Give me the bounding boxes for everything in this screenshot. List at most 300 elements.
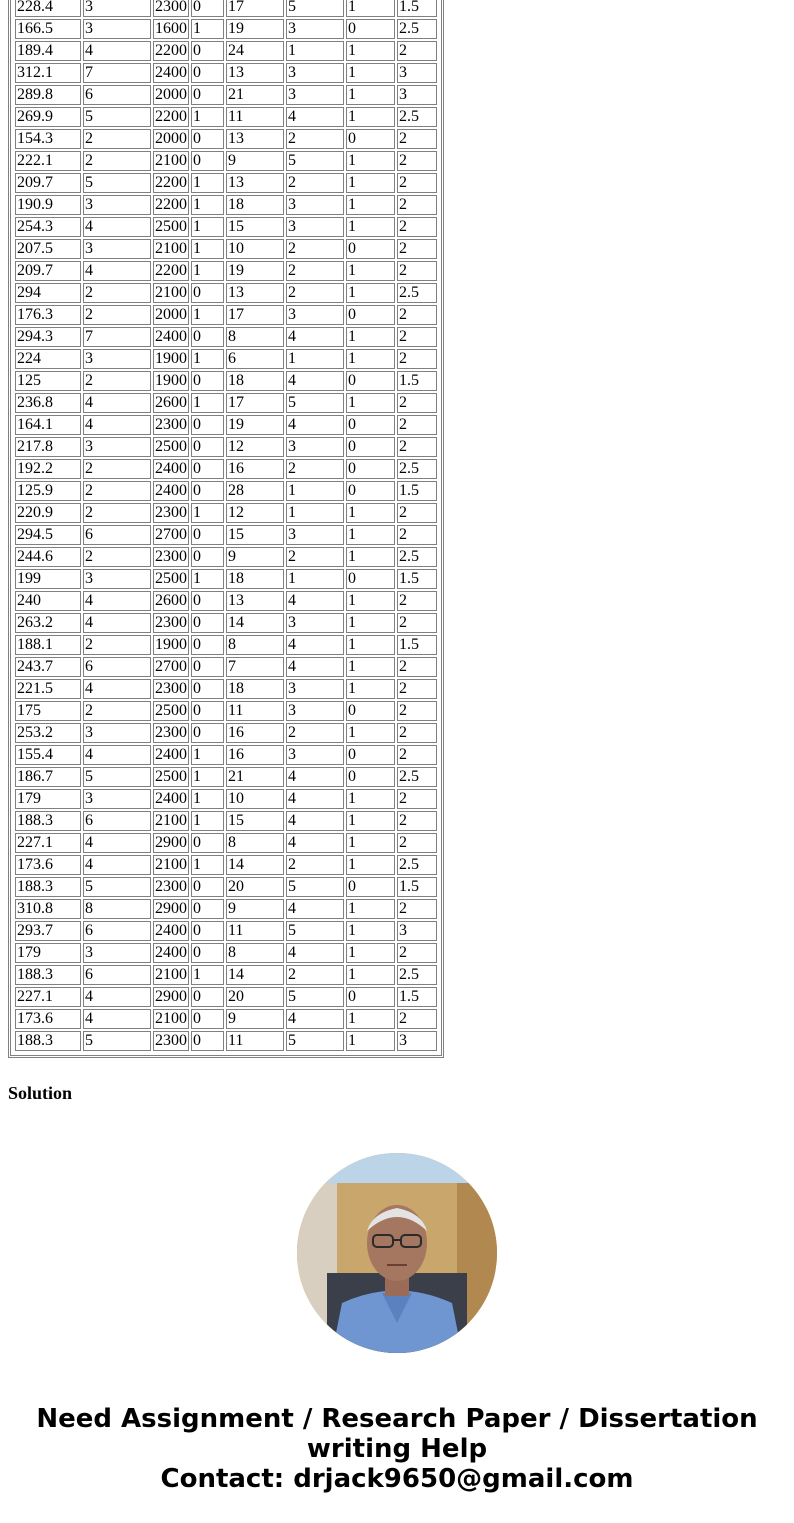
table-cell: 1900 bbox=[155, 350, 187, 367]
table-cell: 1 bbox=[346, 151, 395, 171]
table-cell: 1 bbox=[191, 173, 224, 193]
table-cell: 3 bbox=[286, 437, 344, 457]
table-cell: 0 bbox=[191, 657, 224, 677]
table-cell: 1 bbox=[286, 41, 344, 61]
table-cell: 3 bbox=[83, 723, 151, 743]
table-cell: 0 bbox=[191, 1031, 224, 1051]
table-cell: 1 bbox=[346, 63, 395, 83]
table-cell: 15 bbox=[226, 811, 284, 831]
table-cell: 2300 bbox=[155, 878, 187, 895]
table-cell: 14 bbox=[226, 613, 284, 633]
table-cell: 0 bbox=[346, 767, 395, 787]
table-row bbox=[15, 85, 437, 105]
table-row bbox=[15, 19, 437, 39]
table-cell: 1 bbox=[191, 811, 224, 831]
table-cell: 5 bbox=[286, 393, 344, 413]
table-cell: 3 bbox=[286, 63, 344, 83]
table-cell: 192.2 bbox=[15, 459, 81, 479]
table-cell: 1 bbox=[346, 525, 395, 545]
table-cell: 13 bbox=[226, 591, 284, 611]
table-row bbox=[15, 305, 437, 325]
table-cell: 173.6 bbox=[15, 1009, 81, 1029]
table-cell: 4 bbox=[286, 657, 344, 677]
table-cell: 3 bbox=[83, 943, 151, 963]
table-cell: 1 bbox=[191, 107, 224, 127]
table-cell: 2100 bbox=[155, 284, 187, 301]
table-cell: 2300 bbox=[155, 614, 187, 631]
table-cell: 15 bbox=[226, 525, 284, 545]
table-cell: 1 bbox=[346, 1031, 395, 1051]
table-cell: 2200 bbox=[155, 108, 187, 125]
table-row bbox=[15, 569, 437, 589]
table-cell: 1 bbox=[191, 349, 224, 369]
table-cell: 5 bbox=[83, 767, 151, 787]
table-cell: 2500 bbox=[155, 768, 187, 785]
table-row bbox=[15, 1031, 437, 1051]
table-row bbox=[15, 525, 437, 545]
table-cell: 4 bbox=[83, 217, 151, 237]
table-cell: 5 bbox=[83, 877, 151, 897]
table-cell: 0 bbox=[191, 327, 224, 347]
table-cell: 269.9 bbox=[15, 107, 81, 127]
table-body bbox=[15, 0, 437, 1051]
table-cell: 2 bbox=[286, 261, 344, 281]
table-cell: 0 bbox=[346, 129, 395, 149]
table-cell: 2500 bbox=[155, 438, 187, 455]
table-cell: 0 bbox=[346, 19, 395, 39]
table-cell: 5 bbox=[286, 921, 344, 941]
table-cell: 18 bbox=[226, 195, 284, 215]
table-cell: 11 bbox=[226, 107, 284, 127]
table-cell: 3 bbox=[286, 217, 344, 237]
table-row bbox=[15, 327, 437, 347]
table-cell: 4 bbox=[286, 789, 344, 809]
table-row bbox=[15, 657, 437, 677]
table-cell: 5 bbox=[83, 173, 151, 193]
table-cell: 24 bbox=[226, 41, 284, 61]
table-row bbox=[15, 943, 437, 963]
table-cell: 1 bbox=[346, 503, 395, 523]
table-row bbox=[15, 415, 437, 435]
table-cell: 12 bbox=[226, 437, 284, 457]
table-cell: 5 bbox=[83, 1031, 151, 1051]
table-cell: 1 bbox=[191, 217, 224, 237]
table-row bbox=[15, 987, 437, 1007]
table-row bbox=[15, 129, 437, 149]
table-cell: 1 bbox=[346, 635, 395, 655]
table-row bbox=[15, 899, 437, 919]
table-cell: 2.5 bbox=[397, 767, 437, 787]
table-cell: 1 bbox=[191, 19, 224, 39]
table-cell: 0 bbox=[346, 877, 395, 897]
table-cell: 1 bbox=[346, 679, 395, 699]
table-cell: 3 bbox=[83, 349, 151, 369]
table-cell: 6 bbox=[83, 811, 151, 831]
table-cell: 3 bbox=[286, 19, 344, 39]
table-cell: 21 bbox=[226, 85, 284, 105]
table-cell: 3 bbox=[286, 701, 344, 721]
table-cell: 1 bbox=[346, 943, 395, 963]
table-cell: 1 bbox=[346, 855, 395, 875]
table-cell: 2 bbox=[286, 459, 344, 479]
table-cell: 199 bbox=[15, 569, 81, 589]
table-row bbox=[15, 217, 437, 237]
table-row bbox=[15, 63, 437, 83]
table-cell: 2 bbox=[397, 657, 437, 677]
table-cell: 0 bbox=[191, 723, 224, 743]
table-cell: 2 bbox=[397, 525, 437, 545]
table-row bbox=[15, 283, 437, 303]
table-cell: 0 bbox=[191, 679, 224, 699]
table-cell: 2 bbox=[397, 613, 437, 633]
table-cell: 1900 bbox=[155, 372, 187, 389]
table-cell: 20 bbox=[226, 877, 284, 897]
table-cell: 4 bbox=[83, 41, 151, 61]
table-cell: 1 bbox=[191, 745, 224, 765]
table-cell: 2.5 bbox=[397, 283, 437, 303]
table-cell: 2100 bbox=[155, 1010, 187, 1027]
table-row bbox=[15, 0, 437, 17]
table-cell: 2100 bbox=[155, 966, 187, 983]
table-cell: 1 bbox=[346, 613, 395, 633]
table-cell: 5 bbox=[286, 987, 344, 1007]
table-row bbox=[15, 239, 437, 259]
table-cell: 8 bbox=[83, 899, 151, 919]
table-cell: 17 bbox=[226, 393, 284, 413]
table-cell: 175 bbox=[15, 701, 81, 721]
table-cell: 166.5 bbox=[15, 19, 81, 39]
table-cell: 2100 bbox=[155, 152, 187, 169]
table-cell: 1600 bbox=[155, 20, 187, 37]
table-cell: 2100 bbox=[155, 812, 187, 829]
table-cell: 18 bbox=[226, 569, 284, 589]
table-cell: 0 bbox=[191, 943, 224, 963]
table-cell: 2 bbox=[397, 305, 437, 325]
table-cell: 2900 bbox=[155, 900, 187, 917]
table-cell: 125.9 bbox=[15, 481, 81, 501]
table-cell: 6 bbox=[83, 921, 151, 941]
table-cell: 14 bbox=[226, 855, 284, 875]
table-cell: 310.8 bbox=[15, 899, 81, 919]
table-cell: 5 bbox=[83, 107, 151, 127]
table-cell: 1 bbox=[286, 481, 344, 501]
table-cell: 17 bbox=[226, 305, 284, 325]
table-cell: 6 bbox=[226, 349, 284, 369]
table-cell: 1 bbox=[346, 657, 395, 677]
table-cell: 4 bbox=[286, 943, 344, 963]
table-cell: 186.7 bbox=[15, 767, 81, 787]
table-cell: 4 bbox=[83, 415, 151, 435]
table-cell: 1 bbox=[191, 965, 224, 985]
table-row bbox=[15, 723, 437, 743]
table-cell: 19 bbox=[226, 19, 284, 39]
table-cell: 2400 bbox=[155, 944, 187, 961]
table-cell: 2 bbox=[397, 173, 437, 193]
table-cell: 5 bbox=[286, 1031, 344, 1051]
table-cell: 3 bbox=[83, 195, 151, 215]
table-cell: 2 bbox=[83, 129, 151, 149]
table-cell: 1 bbox=[191, 393, 224, 413]
table-cell: 1 bbox=[191, 195, 224, 215]
table-cell: 1 bbox=[286, 349, 344, 369]
table-cell: 3 bbox=[286, 525, 344, 545]
table-cell: 2 bbox=[83, 459, 151, 479]
table-cell: 19 bbox=[226, 415, 284, 435]
table-cell: 1 bbox=[346, 349, 395, 369]
table-cell: 1 bbox=[346, 789, 395, 809]
table-row bbox=[15, 591, 437, 611]
table-cell: 1 bbox=[346, 1009, 395, 1029]
table-cell: 12 bbox=[226, 503, 284, 523]
table-cell: 0 bbox=[346, 437, 395, 457]
table-cell: 2900 bbox=[155, 834, 187, 851]
table-cell: 2 bbox=[397, 151, 437, 171]
table-cell: 2 bbox=[397, 591, 437, 611]
table-cell: 4 bbox=[83, 613, 151, 633]
table-row bbox=[15, 393, 437, 413]
table-row bbox=[15, 811, 437, 831]
table-cell: 221.5 bbox=[15, 679, 81, 699]
table-row bbox=[15, 437, 437, 457]
table-cell: 6 bbox=[83, 965, 151, 985]
table-row bbox=[15, 855, 437, 875]
table-cell: 28 bbox=[226, 481, 284, 501]
table-cell: 1 bbox=[346, 723, 395, 743]
table-cell: 0 bbox=[191, 129, 224, 149]
table-cell: 20 bbox=[226, 987, 284, 1007]
table-cell: 2100 bbox=[155, 856, 187, 873]
table-cell: 2400 bbox=[155, 790, 187, 807]
table-cell: 4 bbox=[83, 261, 151, 281]
table-cell: 2 bbox=[286, 723, 344, 743]
table-cell: 2 bbox=[397, 833, 437, 853]
table-cell: 2500 bbox=[155, 218, 187, 235]
table-cell: 2400 bbox=[155, 64, 187, 81]
table-cell: 2 bbox=[286, 173, 344, 193]
table-cell: 1 bbox=[346, 921, 395, 941]
table-cell: 2300 bbox=[155, 548, 187, 565]
table-cell: 2 bbox=[397, 217, 437, 237]
table-cell: 2 bbox=[397, 327, 437, 347]
table-cell: 1 bbox=[191, 855, 224, 875]
table-cell: 13 bbox=[226, 173, 284, 193]
table-cell: 2 bbox=[397, 41, 437, 61]
table-cell: 4 bbox=[286, 371, 344, 391]
table-cell: 0 bbox=[191, 635, 224, 655]
table-cell: 207.5 bbox=[15, 239, 81, 259]
table-cell: 6 bbox=[83, 657, 151, 677]
table-cell: 2.5 bbox=[397, 107, 437, 127]
table-cell: 11 bbox=[226, 701, 284, 721]
table-row bbox=[15, 833, 437, 853]
table-cell: 0 bbox=[191, 437, 224, 457]
table-row bbox=[15, 173, 437, 193]
table-cell: 4 bbox=[83, 1009, 151, 1029]
table-cell: 4 bbox=[286, 899, 344, 919]
table-row bbox=[15, 877, 437, 897]
table-cell: 2 bbox=[397, 899, 437, 919]
table-cell: 0 bbox=[346, 239, 395, 259]
table-cell: 2100 bbox=[155, 240, 187, 257]
table-cell: 0 bbox=[191, 63, 224, 83]
table-cell: 2400 bbox=[155, 746, 187, 763]
table-cell: 3 bbox=[83, 569, 151, 589]
table-cell: 4 bbox=[83, 745, 151, 765]
table-row bbox=[15, 481, 437, 501]
table-row bbox=[15, 921, 437, 941]
table-cell: 3 bbox=[286, 679, 344, 699]
table-cell: 2.5 bbox=[397, 459, 437, 479]
table-cell: 1 bbox=[286, 569, 344, 589]
table-cell: 2000 bbox=[155, 86, 187, 103]
table-cell: 13 bbox=[226, 283, 284, 303]
table-cell: 2 bbox=[397, 129, 437, 149]
table-cell: 2.5 bbox=[397, 855, 437, 875]
table-cell: 4 bbox=[83, 855, 151, 875]
table-cell: 14 bbox=[226, 965, 284, 985]
table-cell: 2400 bbox=[155, 922, 187, 939]
table-cell: 209.7 bbox=[15, 261, 81, 281]
table-cell: 1 bbox=[191, 305, 224, 325]
table-cell: 188.3 bbox=[15, 877, 81, 897]
table-row bbox=[15, 745, 437, 765]
table-cell: 2700 bbox=[155, 526, 187, 543]
table-cell: 1.5 bbox=[397, 635, 437, 655]
table-cell: 5 bbox=[286, 0, 344, 17]
table-cell: 2400 bbox=[155, 482, 187, 499]
table-cell: 4 bbox=[286, 415, 344, 435]
table-cell: 4 bbox=[83, 679, 151, 699]
table-cell: 0 bbox=[191, 525, 224, 545]
table-row bbox=[15, 679, 437, 699]
table-cell: 2 bbox=[397, 943, 437, 963]
table-row bbox=[15, 371, 437, 391]
table-cell: 0 bbox=[191, 481, 224, 501]
table-cell: 179 bbox=[15, 789, 81, 809]
table-row bbox=[15, 1009, 437, 1029]
table-cell: 2 bbox=[83, 635, 151, 655]
table-cell: 8 bbox=[226, 833, 284, 853]
table-cell: 1.5 bbox=[397, 569, 437, 589]
table-cell: 1 bbox=[346, 195, 395, 215]
table-row bbox=[15, 459, 437, 479]
table-cell: 13 bbox=[226, 63, 284, 83]
table-cell: 2 bbox=[83, 701, 151, 721]
solution-heading: Solution bbox=[8, 1083, 73, 1103]
table-cell: 5 bbox=[286, 151, 344, 171]
table-cell: 1 bbox=[346, 283, 395, 303]
table-cell: 294 bbox=[15, 283, 81, 303]
table-cell: 7 bbox=[83, 63, 151, 83]
table-cell: 289.8 bbox=[15, 85, 81, 105]
table-cell: 0 bbox=[191, 701, 224, 721]
table-cell: 2200 bbox=[155, 196, 187, 213]
table-cell: 15 bbox=[226, 217, 284, 237]
table-cell: 2 bbox=[286, 855, 344, 875]
promo-line-3: Contact: drjack9650@gmail.com bbox=[160, 1464, 634, 1494]
table-cell: 2 bbox=[397, 679, 437, 699]
table-row bbox=[15, 41, 437, 61]
table-cell: 2 bbox=[83, 151, 151, 171]
table-cell: 1 bbox=[286, 503, 344, 523]
table-cell: 2900 bbox=[155, 988, 187, 1005]
table-cell: 173.6 bbox=[15, 855, 81, 875]
table-cell: 3 bbox=[397, 63, 437, 83]
table-cell: 0 bbox=[191, 547, 224, 567]
avatar bbox=[297, 1153, 497, 1353]
table-cell: 0 bbox=[346, 371, 395, 391]
table-cell: 1900 bbox=[155, 636, 187, 653]
table-cell: 11 bbox=[226, 1031, 284, 1051]
table-cell: 3 bbox=[83, 19, 151, 39]
table-cell: 6 bbox=[83, 525, 151, 545]
table-cell: 6 bbox=[83, 85, 151, 105]
table-cell: 2 bbox=[397, 745, 437, 765]
table-cell: 0 bbox=[346, 415, 395, 435]
table-cell: 0 bbox=[191, 1009, 224, 1029]
table-cell: 2 bbox=[286, 547, 344, 567]
table-cell: 4 bbox=[286, 327, 344, 347]
table-cell: 16 bbox=[226, 745, 284, 765]
table-cell: 2300 bbox=[155, 680, 187, 697]
table-cell: 1 bbox=[191, 261, 224, 281]
table-cell: 1 bbox=[346, 217, 395, 237]
table-row bbox=[15, 789, 437, 809]
table-cell: 2000 bbox=[155, 306, 187, 323]
table-cell: 7 bbox=[83, 327, 151, 347]
table-cell: 2000 bbox=[155, 130, 187, 147]
table-cell: 0 bbox=[346, 459, 395, 479]
table-cell: 4 bbox=[83, 591, 151, 611]
table-cell: 2 bbox=[397, 811, 437, 831]
table-cell: 16 bbox=[226, 459, 284, 479]
table-row bbox=[15, 613, 437, 633]
table-cell: 7 bbox=[226, 657, 284, 677]
table-cell: 1 bbox=[191, 767, 224, 787]
table-cell: 3 bbox=[83, 0, 151, 17]
table-cell: 3 bbox=[83, 789, 151, 809]
table-cell: 2 bbox=[286, 283, 344, 303]
table-cell: 2300 bbox=[153, 0, 189, 17]
table-cell: 2200 bbox=[155, 174, 187, 191]
table-cell: 125 bbox=[15, 371, 81, 391]
table-cell: 3 bbox=[83, 437, 151, 457]
table-cell: 263.2 bbox=[15, 613, 81, 633]
table-cell: 9 bbox=[226, 899, 284, 919]
table-cell: 2400 bbox=[155, 328, 187, 345]
table-cell: 3 bbox=[286, 85, 344, 105]
table-cell: 0 bbox=[191, 921, 224, 941]
table-cell: 4 bbox=[286, 1009, 344, 1029]
table-cell: 2600 bbox=[155, 394, 187, 411]
table-cell: 240 bbox=[15, 591, 81, 611]
table-cell: 2 bbox=[83, 283, 151, 303]
table-cell: 4 bbox=[83, 393, 151, 413]
table-cell: 4 bbox=[286, 811, 344, 831]
table-cell: 2700 bbox=[155, 658, 187, 675]
table-cell: 1 bbox=[191, 569, 224, 589]
table-cell: 0 bbox=[346, 701, 395, 721]
table-cell: 2 bbox=[397, 437, 437, 457]
table-cell: 1 bbox=[346, 591, 395, 611]
table-cell: 13 bbox=[226, 129, 284, 149]
table-cell: 294.3 bbox=[15, 327, 81, 347]
promo-line-2: writing Help bbox=[306, 1434, 488, 1464]
table-cell: 4 bbox=[286, 833, 344, 853]
table-row bbox=[15, 349, 437, 369]
table-cell: 3 bbox=[397, 1031, 437, 1051]
table-cell: 1 bbox=[191, 503, 224, 523]
